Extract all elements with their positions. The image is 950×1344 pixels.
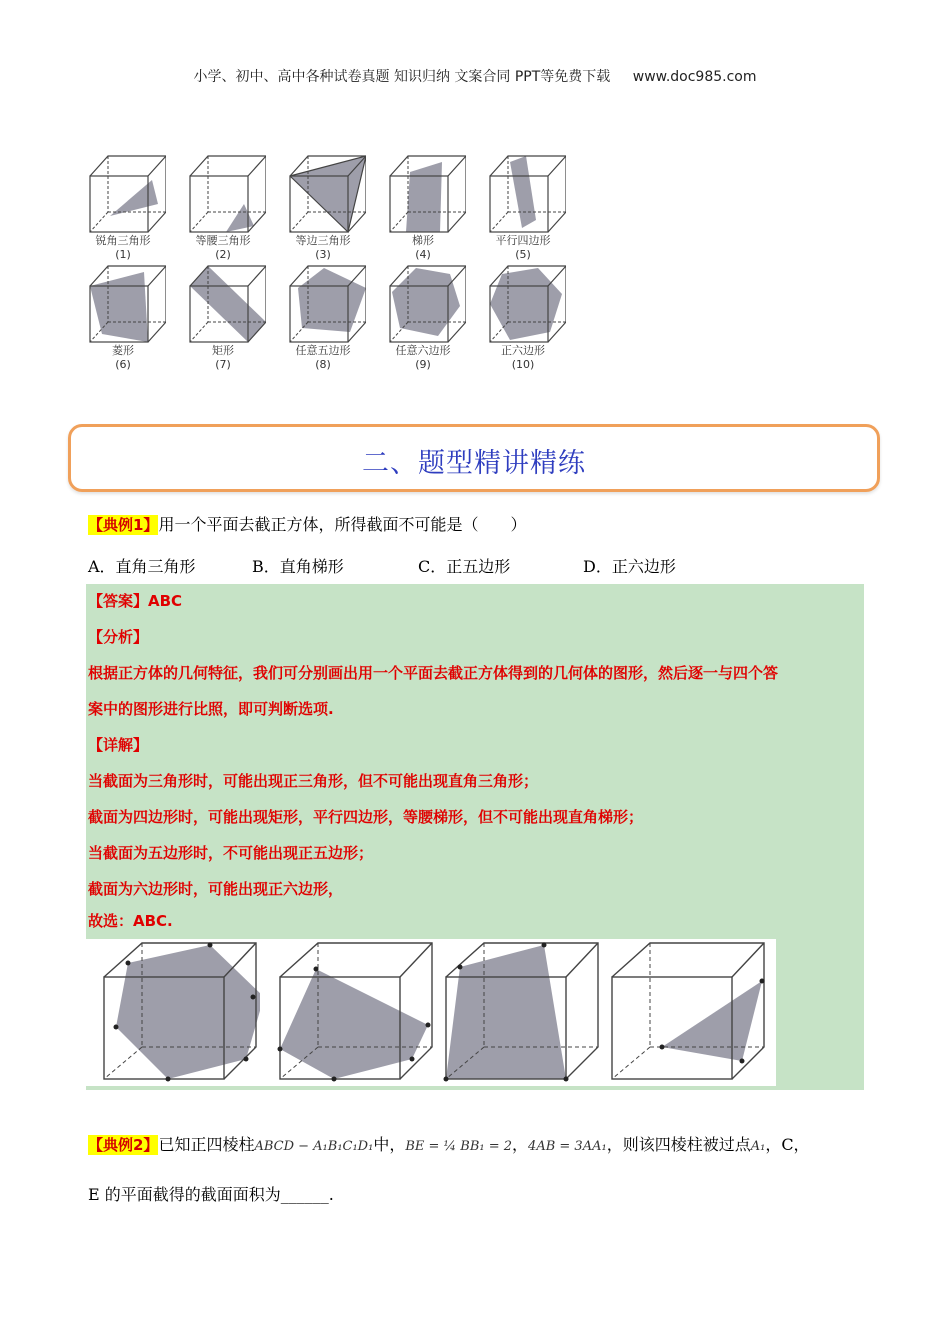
- figure-number: (5): [515, 248, 531, 261]
- detail-text-1: 当截面为三角形时，可能出现正三角形，但不可能出现直角三角形；: [88, 772, 539, 790]
- example2-cond-2: 4AB = 3AA₁: [528, 1139, 607, 1154]
- analysis-text-1: 根据正方体的几何特征，我们可分别画出用一个平面去截正方体得到的几何体的图形，然后逐一与四个答: [88, 664, 779, 682]
- header-site: www.doc985.com: [632, 69, 757, 85]
- figure-number: (4): [415, 248, 431, 261]
- option-c: C．正五边形: [418, 557, 511, 576]
- figure-label: 矩形: [212, 344, 234, 357]
- answer-cube-triangle: [606, 939, 768, 1086]
- header-text: 小学、初中、高中各种试卷真题 知识归纳 文案合同 PPT等免费下载: [193, 69, 611, 85]
- figure-8: [280, 258, 366, 372]
- option-d: D．正六边形: [583, 557, 676, 576]
- answer-cube-hexagon: [98, 939, 260, 1086]
- figure-number: (3): [315, 248, 331, 261]
- example1-options: [88, 554, 888, 576]
- example2-text-4: ，C，: [765, 1135, 810, 1154]
- figure-number: (1): [115, 248, 131, 261]
- example2-question: [88, 1134, 810, 1158]
- answer-cube-trapezoid: [440, 939, 602, 1086]
- figure-label: 平行四边形: [495, 234, 551, 247]
- figure-3: [280, 148, 366, 262]
- example2-point: A₁: [750, 1139, 766, 1154]
- example2-prism: ABCD − A₁B₁C₁D₁: [254, 1139, 374, 1154]
- figure-5: [480, 148, 566, 262]
- figure-label: 菱形: [112, 344, 134, 357]
- answer-cube-pentagon: [274, 939, 436, 1086]
- figure-label: 任意六边形: [395, 344, 451, 357]
- example2-question-line-2: [88, 1184, 334, 1206]
- figure-number: (7): [215, 358, 231, 371]
- figure-7: [180, 258, 266, 372]
- figure-label: 梯形: [412, 234, 434, 247]
- answer-line: 【答案】ABC: [88, 592, 183, 610]
- detail-text-4: 截面为六边形时，可能出现正六边形，: [88, 880, 344, 898]
- figure-label: 锐角三角形: [95, 234, 151, 247]
- example1-tag: 【典例1】: [88, 516, 159, 534]
- option-b: B．直角梯形: [252, 557, 344, 576]
- analysis-title: 【分析】: [88, 628, 149, 646]
- figure-9: [380, 258, 466, 372]
- example1-question: [88, 514, 526, 536]
- figure-2: [180, 148, 266, 262]
- figure-number: (9): [415, 358, 431, 371]
- section-title: 二、题型精讲精练: [362, 448, 586, 479]
- figure-6: [80, 258, 166, 372]
- example2-text-1: 已知正四棱柱: [158, 1135, 255, 1154]
- figure-number: (10): [511, 358, 535, 371]
- section-header-box: [68, 424, 880, 492]
- analysis-text-2: 案中的图形进行比照，即可判断选项.: [88, 700, 334, 718]
- figure-number: (6): [115, 358, 131, 371]
- example2-text-2: 中，: [373, 1135, 406, 1154]
- detail-text-2: 截面为四边形时，可能出现矩形，平行四边形，等腰梯形，但不可能出现直角梯形；: [88, 808, 644, 826]
- example2-text-5: E 的平面截得的截面面积为______.: [88, 1185, 334, 1204]
- figure-number: (2): [215, 248, 231, 261]
- page-header: [0, 66, 950, 86]
- example2-text-3: ，则该四棱柱被过点: [606, 1135, 751, 1154]
- detail-text-3: 当截面为五边形时，不可能出现正五边形；: [88, 844, 374, 862]
- detail-text-5: 故选：ABC.: [88, 912, 173, 930]
- example1-question-text: 用一个平面去截正方体，所得截面不可能是（ ）: [158, 515, 527, 534]
- figure-1: [80, 148, 166, 262]
- figure-10: [480, 258, 566, 372]
- example2-cond-1: BE = ¼ BB₁ = 2: [405, 1139, 513, 1154]
- figure-label: 等边三角形: [295, 234, 351, 247]
- example2-comma: ，: [512, 1135, 529, 1154]
- figure-label: 正六边形: [501, 344, 545, 357]
- figure-label: 任意五边形: [295, 344, 351, 357]
- figure-number: (8): [315, 358, 331, 371]
- answer-illustrations: [86, 939, 776, 1086]
- detail-title: 【详解】: [88, 736, 149, 754]
- figure-label: 等腰三角形: [195, 234, 251, 247]
- example2-tag: 【典例2】: [88, 1136, 159, 1154]
- option-a: A．直角三角形: [88, 557, 196, 576]
- figure-4: [380, 148, 466, 262]
